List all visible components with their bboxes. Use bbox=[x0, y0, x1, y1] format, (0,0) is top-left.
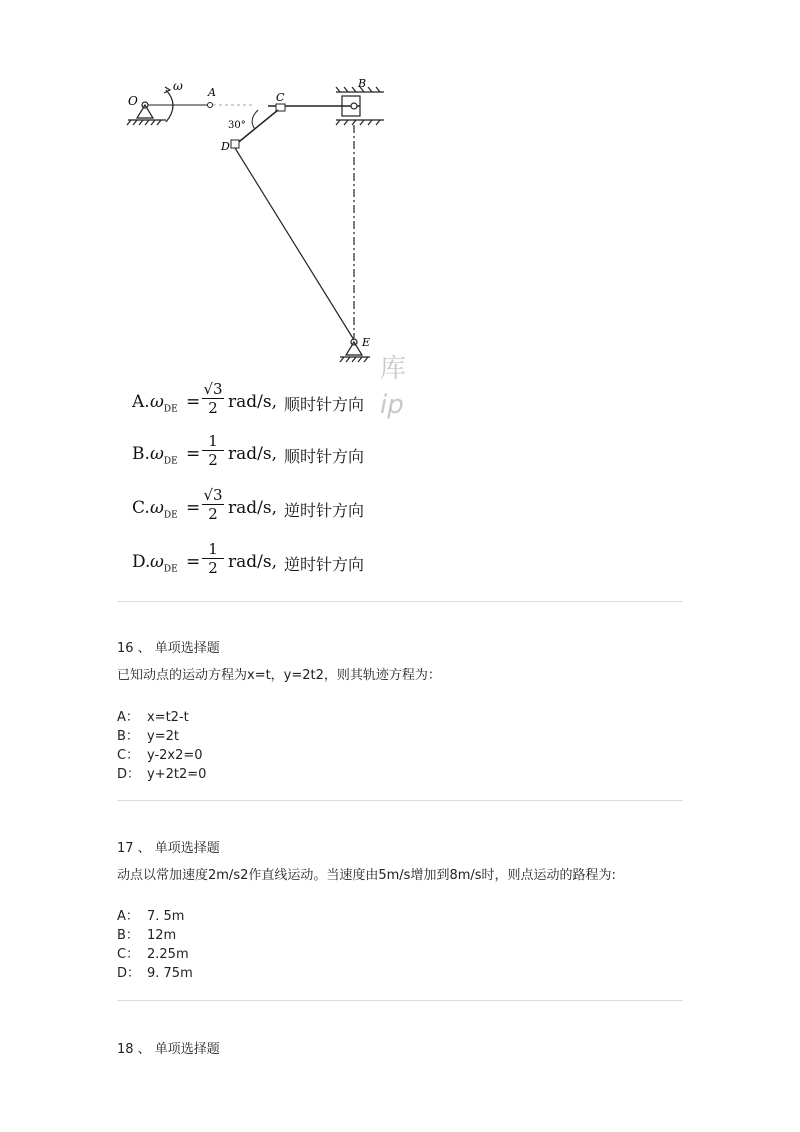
option-letter: D. bbox=[132, 552, 151, 572]
equals-sign: = bbox=[186, 552, 201, 572]
q16-header: 16 、 单项选择题 bbox=[117, 641, 220, 656]
q17-option-d[interactable] bbox=[117, 962, 193, 981]
q17-header: 17 、 单项选择题 bbox=[117, 841, 220, 856]
q17-option-c[interactable] bbox=[117, 943, 189, 962]
divider bbox=[117, 601, 683, 602]
option-value: y=2t bbox=[147, 729, 179, 744]
joint-a bbox=[208, 103, 213, 108]
watermark-text: ip bbox=[380, 390, 404, 420]
label-b: B bbox=[358, 77, 367, 90]
q17-option-b[interactable] bbox=[117, 924, 176, 943]
equals-sign: = bbox=[186, 444, 201, 464]
label-a: A bbox=[208, 86, 216, 99]
label-omega: ω bbox=[173, 79, 183, 93]
unit: rad/s, bbox=[228, 444, 277, 464]
option-key: C： bbox=[117, 748, 140, 763]
direction: 逆时针方向 bbox=[284, 555, 365, 574]
option-key: A： bbox=[117, 909, 139, 924]
label-e: E bbox=[362, 336, 371, 349]
unit: rad/s, bbox=[228, 392, 277, 412]
rod-de bbox=[235, 148, 354, 340]
equals-sign: = bbox=[186, 392, 201, 412]
option-key: B： bbox=[117, 928, 139, 943]
direction: 顺时针方向 bbox=[284, 447, 365, 466]
q16-text: 已知动点的运动方程为x=t，y=2t2，则其轨迹方程为： bbox=[117, 668, 441, 683]
direction: 逆时针方向 bbox=[284, 501, 365, 520]
equals-sign: = bbox=[186, 498, 201, 518]
q16-option-b[interactable] bbox=[117, 725, 179, 744]
fraction: $\frac{√3}{2}$ bbox=[203, 380, 223, 417]
option-key: B： bbox=[117, 729, 139, 744]
watermark-char: 库 bbox=[380, 354, 407, 384]
direction: 顺时针方向 bbox=[284, 395, 365, 414]
q16-option-c[interactable] bbox=[117, 744, 203, 763]
option-key: D： bbox=[117, 966, 141, 981]
fraction: $\frac{√3}{2}$ bbox=[203, 486, 223, 523]
mechanism-diagram bbox=[118, 70, 438, 370]
label-angle: 30° bbox=[228, 120, 246, 131]
omega-symbol: $\omega_{DE}$ bbox=[150, 392, 178, 415]
option-key: A： bbox=[117, 710, 139, 725]
option-value: y+2t2=0 bbox=[147, 767, 207, 782]
option-value: y-2x2=0 bbox=[147, 748, 203, 763]
omega-symbol: $\omega_{DE}$ bbox=[150, 498, 178, 521]
option-value: 2.25m bbox=[147, 947, 189, 962]
option-value: 9. 75m bbox=[147, 966, 193, 981]
fraction: $\frac{1}{2}$ bbox=[202, 432, 224, 469]
q16-option-a[interactable] bbox=[117, 706, 189, 725]
fraction: $\frac{1}{2}$ bbox=[202, 540, 224, 577]
divider bbox=[117, 1000, 683, 1001]
label-d: D bbox=[221, 140, 230, 153]
unit: rad/s, bbox=[228, 498, 277, 518]
unit: rad/s, bbox=[228, 552, 277, 572]
option-value: 12m bbox=[147, 928, 177, 943]
option-letter: B. bbox=[132, 444, 150, 464]
q16-option-d[interactable] bbox=[117, 763, 206, 782]
q18-header: 18 、 单项选择题 bbox=[117, 1042, 220, 1057]
divider bbox=[117, 800, 683, 801]
option-letter: C. bbox=[132, 498, 150, 518]
collar-d bbox=[231, 140, 239, 148]
q17-option-a[interactable] bbox=[117, 905, 184, 924]
omega-symbol: $\omega_{DE}$ bbox=[150, 444, 178, 467]
option-letter: A. bbox=[132, 392, 150, 412]
option-value: x=t2-t bbox=[147, 710, 189, 725]
option-key: D： bbox=[117, 767, 141, 782]
label-o: O bbox=[128, 94, 138, 108]
label-c: C bbox=[276, 91, 285, 104]
option-value: 7. 5m bbox=[147, 909, 185, 924]
q17-text: 动点以常加速度2m/s2作直线运动。当速度由5m/s增加到8m/s时，则点运动的路程为: bbox=[117, 868, 616, 883]
omega-symbol: $\omega_{DE}$ bbox=[150, 552, 178, 575]
option-key: C： bbox=[117, 947, 140, 962]
